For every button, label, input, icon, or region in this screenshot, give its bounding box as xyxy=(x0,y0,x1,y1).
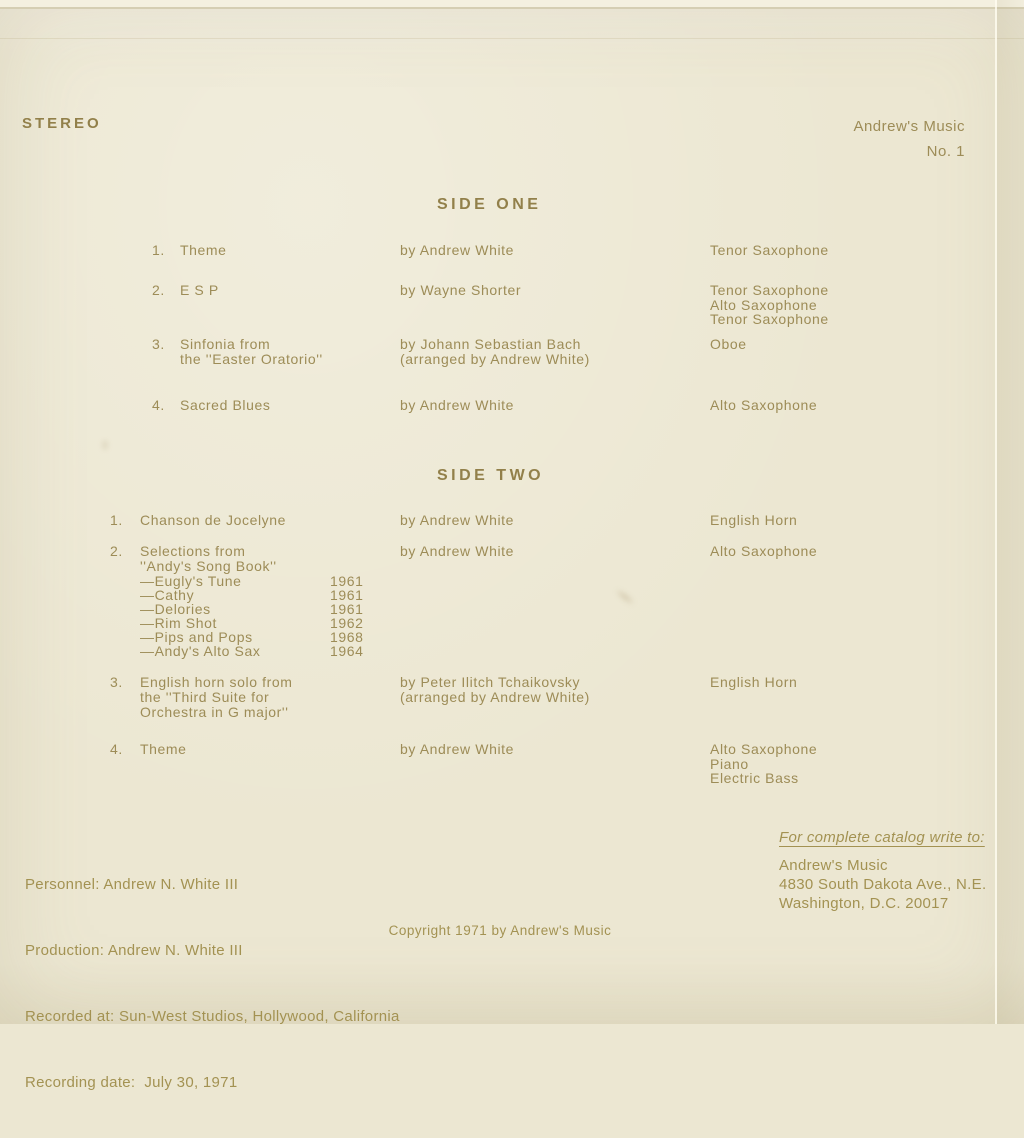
selection-year: 1964 xyxy=(330,643,364,659)
selection-name: —Andy's Alto Sax xyxy=(140,643,261,659)
track-title xyxy=(140,544,277,574)
track-composer xyxy=(400,337,590,367)
vertical-crease-shade xyxy=(997,0,1024,1024)
credit-recording-date: Recording date: July 30, 1971 xyxy=(25,1074,238,1091)
record-label-name: Andrew's Music xyxy=(853,118,965,135)
track-number: 3. xyxy=(110,674,123,690)
instrument-line: Piano xyxy=(710,755,749,772)
credit-production: Production: Andrew N. White III xyxy=(25,942,243,959)
composer-line: (arranged by Andrew White) xyxy=(400,689,590,705)
credit-personnel: Personnel: Andrew N. White III xyxy=(25,876,239,893)
track-instruments xyxy=(710,742,817,786)
instrument-line: Tenor Saxophone xyxy=(710,282,829,298)
track-instrument: English Horn xyxy=(710,674,798,690)
selection-names xyxy=(140,574,260,658)
instrument-line: Alto Saxophone xyxy=(710,741,818,757)
sleeve-top-fold xyxy=(0,0,1024,9)
track-instrument: Tenor Saxophone xyxy=(710,242,829,258)
track-composer: by Andrew White xyxy=(400,543,515,559)
track-title: Chanson de Jocelyne xyxy=(140,512,287,528)
track-number: 4. xyxy=(152,397,165,413)
track-number: 1. xyxy=(152,242,165,258)
track-instrument: Alto Saxophone xyxy=(710,397,818,413)
record-label-number: No. 1 xyxy=(926,143,965,160)
title-line: the ''Easter Oratorio'' xyxy=(180,351,323,367)
title-line: Sinfonia from xyxy=(180,336,271,352)
credits-block xyxy=(25,830,400,1138)
title-line: Orchestra in G major'' xyxy=(140,704,289,720)
selection-name: —Eugly's Tune xyxy=(140,573,242,589)
copyright-line: Copyright 1971 by Andrew's Music xyxy=(388,923,612,938)
track-composer: by Andrew White xyxy=(400,397,515,413)
selection-name: —Cathy xyxy=(140,587,195,603)
selection-name: —Rim Shot xyxy=(140,615,217,631)
selection-year: 1961 xyxy=(330,587,364,603)
track-number: 1. xyxy=(110,512,123,528)
track-composer: by Wayne Shorter xyxy=(400,282,522,298)
selection-name: —Pips and Pops xyxy=(140,629,253,645)
catalog-heading: For complete catalog write to: xyxy=(779,829,985,846)
track-number: 4. xyxy=(110,741,123,757)
composer-line: by Peter Ilitch Tchaikovsky xyxy=(400,674,581,690)
stereo-label: STEREO xyxy=(22,115,102,132)
credit-recorded-at: Recorded at: Sun-West Studios, Hollywood, California xyxy=(25,1008,400,1025)
selection-name: —Delories xyxy=(140,601,211,617)
selection-year: 1968 xyxy=(330,629,364,645)
track-number: 2. xyxy=(110,543,123,559)
paper-stain xyxy=(612,585,639,609)
track-instrument: Alto Saxophone xyxy=(710,543,818,559)
selection-year: 1962 xyxy=(330,615,364,631)
selection-year: 1961 xyxy=(330,601,364,617)
track-title: Theme xyxy=(180,242,227,258)
horizontal-crease xyxy=(0,38,1024,39)
track-title: E S P xyxy=(180,282,219,298)
track-title xyxy=(140,675,293,720)
title-line: ''Andy's Song Book'' xyxy=(140,558,277,574)
selection-year: 1961 xyxy=(330,573,364,589)
record-label-block xyxy=(853,114,965,164)
track-composer: by Andrew White xyxy=(400,242,515,258)
catalog-address-city: Washington, D.C. 20017 xyxy=(779,895,949,912)
title-line: the ''Third Suite for xyxy=(140,689,270,705)
track-title: Theme xyxy=(140,741,187,757)
track-composer: by Andrew White xyxy=(400,512,515,528)
composer-line: by Johann Sebastian Bach xyxy=(400,336,581,352)
track-instrument: Oboe xyxy=(710,336,747,352)
catalog-address-name: Andrew's Music xyxy=(779,857,888,874)
instrument-line: Alto Saxophone xyxy=(710,296,818,313)
track-instrument: English Horn xyxy=(710,512,798,528)
track-title: Sacred Blues xyxy=(180,397,271,413)
side-two-heading: SIDE TWO xyxy=(437,467,545,484)
side-one-heading: SIDE ONE xyxy=(437,196,542,213)
catalog-address-block xyxy=(779,856,986,913)
track-composer xyxy=(400,675,590,705)
selection-years xyxy=(330,574,364,658)
track-number: 3. xyxy=(152,336,165,352)
track-instruments xyxy=(710,283,829,327)
track-composer: by Andrew White xyxy=(400,741,515,757)
track-number: 2. xyxy=(152,282,165,298)
catalog-address-street: 4830 South Dakota Ave., N.E. xyxy=(779,876,987,893)
title-line: Selections from xyxy=(140,543,246,559)
instrument-line: Tenor Saxophone xyxy=(710,311,829,327)
title-line: English horn solo from xyxy=(140,674,293,690)
instrument-line: Electric Bass xyxy=(710,770,799,786)
track-title xyxy=(180,337,323,367)
paper-stain xyxy=(100,438,110,452)
composer-line: (arranged by Andrew White) xyxy=(400,351,590,367)
